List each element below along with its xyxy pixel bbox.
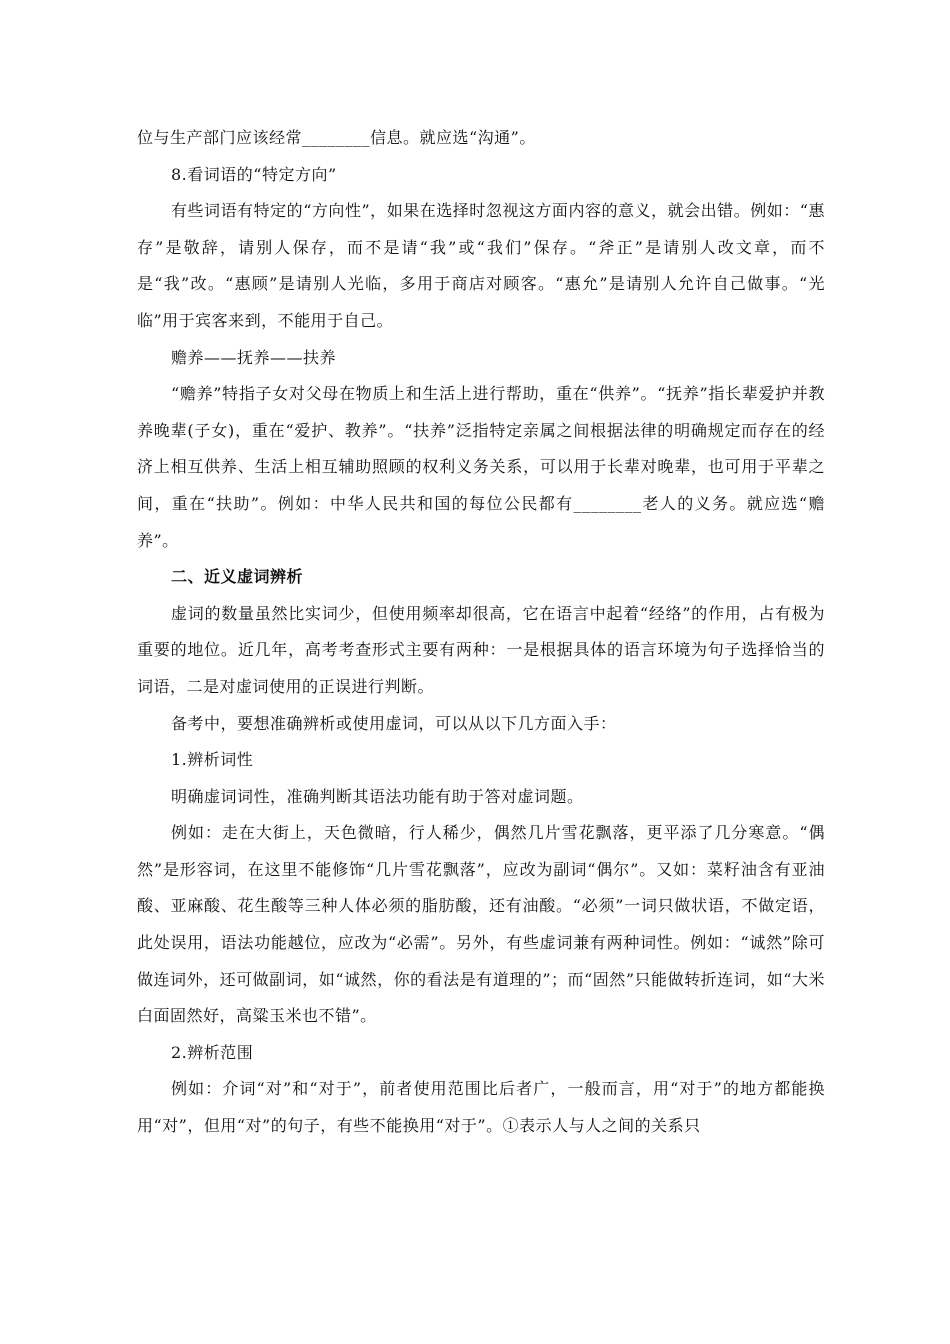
paragraph-examples: 例如：走在大街上，天色微暗，行人稀少，偶然几片雪花飘落，更平添了几分寒意。“偶然”是形容词，在这里不能修饰“几片雪花飘落”，应改为副词“偶尔”。又如：菜籽油含有亚油酸、亚麻酸、花生酸等三种人体必须的脂肪酸，还有油酸。“必须”一词只做状语，不做定语，此处误用，语法功能越位，应改为“必需”。另外，有些虚词兼有两种词性。例如：“诚然”除可做连词外，还可做副词，如“诚然，你的看法是有道理的”；而“固然”只能做转折连词，如“大米白面固然好，高粱玉米也不错”。 [137,823,825,1026]
paragraph-support: “赡养”特指子女对父母在物质上和生活上进行帮助，重在“供养”。“抚养”指长辈爱护并教养晚辈(子女)，重在“爱护、教养”。“扶养”泛指特定亲属之间根据法律的明确规定而存在的经济上相互供养、生活上相互辅助照顾的权利义务关系，可以用于长辈对晚辈，也可用于平辈之间，重在“扶助”。例如：中华人民共和国的每位公民都有________老人的义务。就应选“赡养”。 [137,384,825,550]
subheading-2: 2.辨析范围 [171,1042,254,1062]
paragraph-continuation: 位与生产部门应该经常________信息。就应选“沟通”。 [137,128,536,147]
paragraph-part-of-speech: 明确虚词词性，准确判断其语法功能有助于答对虚词题。 [171,786,584,806]
subheading-1: 1.辨析词性 [171,750,254,770]
section-heading-8: 8.看词语的“特定方向” [171,164,337,184]
section-heading-2: 二、近义虚词辨析 [171,567,304,587]
paragraph-preparation: 备考中，要想准确辨析或使用虚词，可以从以下几方面入手： [171,713,617,733]
document-body [137,120,825,1145]
paragraph-scope: 例如：介词“对”和“对于”，前者使用范围比后者广，一般而言，用“对于”的地方都能换用“对”，但用“对”的句子，有些不能换用“对于”。①表示人与人之间的关系只 [137,1079,825,1136]
word-group-title: 赡养——抚养——扶养 [171,347,337,367]
paragraph-function-words: 虚词的数量虽然比实词少，但使用频率却很高，它在语言中起着“经络”的作用，占有极为重要的地位。近几年，高考考查形式主要有两种：一是根据具体的语言环境为句子选择恰当的词语，二是对虚词使用的正误进行判断。 [137,603,825,696]
paragraph-direction: 有些词语有特定的“方向性”，如果在选择时忽视这方面内容的意义，就会出错。例如：“惠存”是敬辞，请别人保存，而不是请“我”或“我们”保存。“斧正”是请别人改文章，而不是“我”改。“惠顾”是请别人光临，多用于商店对顾客。“惠允”是请别人允许自己做事。“光临”用于宾客来到，不能用于自己。 [137,201,825,330]
